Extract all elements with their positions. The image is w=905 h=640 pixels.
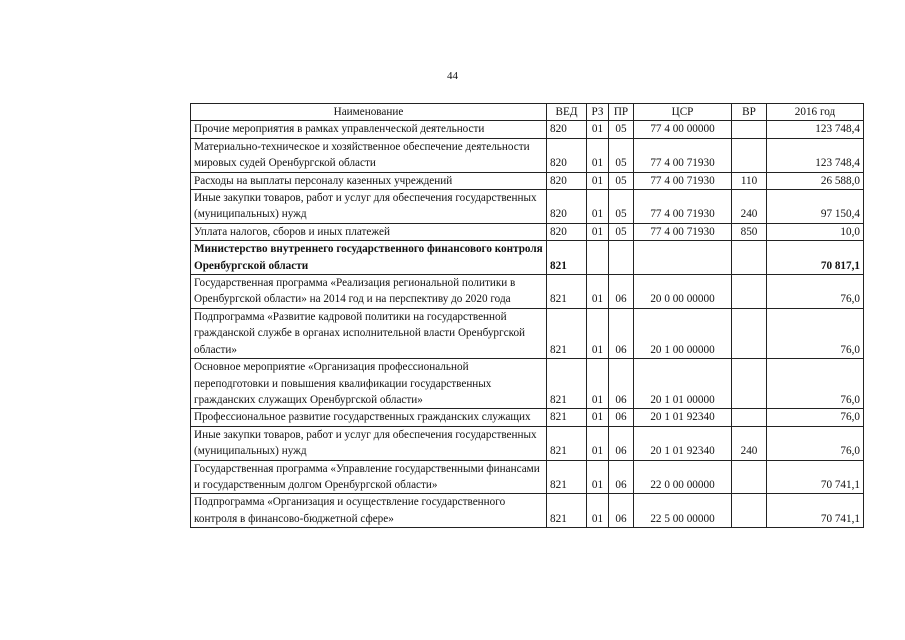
table-row bbox=[191, 426, 864, 460]
table-row bbox=[191, 409, 864, 426]
header-ved: ВЕД bbox=[547, 104, 587, 121]
cell-amount: 76,0 bbox=[767, 275, 864, 309]
cell-name: Прочие мероприятия в рамках управленческой деятельности bbox=[191, 121, 547, 138]
table-row bbox=[191, 190, 864, 224]
cell-amount: 10,0 bbox=[767, 223, 864, 240]
cell-csr: 77 4 00 00000 bbox=[634, 121, 732, 138]
cell-vr bbox=[732, 409, 767, 426]
cell-amount: 123 748,4 bbox=[767, 121, 864, 138]
cell-pr: 05 bbox=[609, 172, 634, 189]
cell-csr: 22 0 00 00000 bbox=[634, 460, 732, 494]
table-row bbox=[191, 275, 864, 309]
cell-rz: 01 bbox=[587, 138, 609, 172]
table-row bbox=[191, 460, 864, 494]
table-row bbox=[191, 223, 864, 240]
cell-csr: 77 4 00 71930 bbox=[634, 223, 732, 240]
cell-vr bbox=[732, 308, 767, 358]
cell-pr bbox=[609, 241, 634, 275]
table-row bbox=[191, 241, 864, 275]
cell-vr: 240 bbox=[732, 426, 767, 460]
cell-name: Подпрограмма «Развитие кадровой политики на государственной гражданской службе в органах исполнительной власти Оренбургской области» bbox=[191, 308, 547, 358]
page-number: 44 bbox=[447, 70, 458, 82]
cell-amount: 76,0 bbox=[767, 409, 864, 426]
cell-amount: 76,0 bbox=[767, 426, 864, 460]
cell-rz: 01 bbox=[587, 426, 609, 460]
cell-pr: 06 bbox=[609, 359, 634, 409]
cell-vr: 240 bbox=[732, 190, 767, 224]
header-year: 2016 год bbox=[767, 104, 864, 121]
cell-ved: 821 bbox=[547, 359, 587, 409]
cell-vr: 110 bbox=[732, 172, 767, 189]
cell-vr bbox=[732, 241, 767, 275]
cell-ved: 820 bbox=[547, 172, 587, 189]
cell-rz: 01 bbox=[587, 308, 609, 358]
cell-ved: 821 bbox=[547, 275, 587, 309]
cell-vr bbox=[732, 121, 767, 138]
cell-rz: 01 bbox=[587, 121, 609, 138]
cell-name: Уплата налогов, сборов и иных платежей bbox=[191, 223, 547, 240]
cell-rz: 01 bbox=[587, 275, 609, 309]
cell-amount: 70 817,1 bbox=[767, 241, 864, 275]
cell-amount: 76,0 bbox=[767, 359, 864, 409]
cell-csr bbox=[634, 241, 732, 275]
cell-pr: 05 bbox=[609, 121, 634, 138]
cell-rz: 01 bbox=[587, 172, 609, 189]
cell-vr bbox=[732, 359, 767, 409]
cell-csr: 20 1 01 92340 bbox=[634, 426, 732, 460]
cell-ved: 820 bbox=[547, 138, 587, 172]
cell-vr bbox=[732, 275, 767, 309]
cell-pr: 06 bbox=[609, 494, 634, 528]
cell-pr: 06 bbox=[609, 460, 634, 494]
cell-pr: 06 bbox=[609, 409, 634, 426]
cell-name: Материально-техническое и хозяйственное обеспечение деятельности мировых судей Оренбургской области bbox=[191, 138, 547, 172]
cell-pr: 06 bbox=[609, 275, 634, 309]
header-rz: РЗ bbox=[587, 104, 609, 121]
cell-vr bbox=[732, 138, 767, 172]
cell-name: Подпрограмма «Организация и осуществление государственного контроля в финансово-бюджетной сфере» bbox=[191, 494, 547, 528]
cell-ved: 821 bbox=[547, 308, 587, 358]
header-pr: ПР bbox=[609, 104, 634, 121]
cell-pr: 05 bbox=[609, 190, 634, 224]
cell-ved: 820 bbox=[547, 190, 587, 224]
cell-name: Министерство внутреннего государственного финансового контроля Оренбургской области bbox=[191, 241, 547, 275]
cell-name: Профессиональное развитие государственных гражданских служащих bbox=[191, 409, 547, 426]
cell-csr: 20 1 01 92340 bbox=[634, 409, 732, 426]
cell-name: Расходы на выплаты персоналу казенных учреждений bbox=[191, 172, 547, 189]
cell-amount: 123 748,4 bbox=[767, 138, 864, 172]
cell-amount: 70 741,1 bbox=[767, 494, 864, 528]
table-row bbox=[191, 138, 864, 172]
table-body bbox=[191, 121, 864, 528]
cell-name: Иные закупки товаров, работ и услуг для обеспечения государственных (муниципальных) нужд bbox=[191, 190, 547, 224]
header-csr: ЦСР bbox=[634, 104, 732, 121]
header-vr: ВР bbox=[732, 104, 767, 121]
table-header-row bbox=[191, 104, 864, 121]
cell-ved: 821 bbox=[547, 426, 587, 460]
table-row bbox=[191, 494, 864, 528]
cell-ved: 821 bbox=[547, 241, 587, 275]
cell-csr: 77 4 00 71930 bbox=[634, 190, 732, 224]
table-row bbox=[191, 308, 864, 358]
cell-pr: 05 bbox=[609, 223, 634, 240]
cell-pr: 06 bbox=[609, 308, 634, 358]
cell-rz: 01 bbox=[587, 460, 609, 494]
budget-table bbox=[190, 103, 864, 528]
cell-ved: 820 bbox=[547, 223, 587, 240]
cell-rz: 01 bbox=[587, 190, 609, 224]
cell-csr: 20 1 01 00000 bbox=[634, 359, 732, 409]
cell-csr: 20 0 00 00000 bbox=[634, 275, 732, 309]
cell-name: Иные закупки товаров, работ и услуг для обеспечения государственных (муниципальных) нужд bbox=[191, 426, 547, 460]
cell-csr: 22 5 00 00000 bbox=[634, 494, 732, 528]
cell-csr: 20 1 00 00000 bbox=[634, 308, 732, 358]
cell-rz: 01 bbox=[587, 494, 609, 528]
header-name: Наименование bbox=[191, 104, 547, 121]
cell-rz: 01 bbox=[587, 409, 609, 426]
table-row bbox=[191, 121, 864, 138]
cell-pr: 05 bbox=[609, 138, 634, 172]
cell-rz: 01 bbox=[587, 223, 609, 240]
cell-ved: 820 bbox=[547, 121, 587, 138]
cell-rz: 01 bbox=[587, 359, 609, 409]
cell-ved: 821 bbox=[547, 460, 587, 494]
cell-rz bbox=[587, 241, 609, 275]
cell-vr: 850 bbox=[732, 223, 767, 240]
cell-csr: 77 4 00 71930 bbox=[634, 138, 732, 172]
cell-name: Государственная программа «Управление государственными финансами и государственным долгом Оренбургской области» bbox=[191, 460, 547, 494]
table-row bbox=[191, 359, 864, 409]
cell-amount: 97 150,4 bbox=[767, 190, 864, 224]
cell-ved: 821 bbox=[547, 409, 587, 426]
cell-name: Государственная программа «Реализация региональной политики в Оренбургской области» на 2014 год и на перспективу до 2020 года bbox=[191, 275, 547, 309]
cell-ved: 821 bbox=[547, 494, 587, 528]
table-row bbox=[191, 172, 864, 189]
cell-vr bbox=[732, 460, 767, 494]
cell-amount: 70 741,1 bbox=[767, 460, 864, 494]
cell-amount: 26 588,0 bbox=[767, 172, 864, 189]
cell-amount: 76,0 bbox=[767, 308, 864, 358]
cell-name: Основное мероприятие «Организация профессиональной переподготовки и повышения квалификации государственных гражданских служащих Оренбургской области» bbox=[191, 359, 547, 409]
cell-pr: 06 bbox=[609, 426, 634, 460]
cell-csr: 77 4 00 71930 bbox=[634, 172, 732, 189]
cell-vr bbox=[732, 494, 767, 528]
